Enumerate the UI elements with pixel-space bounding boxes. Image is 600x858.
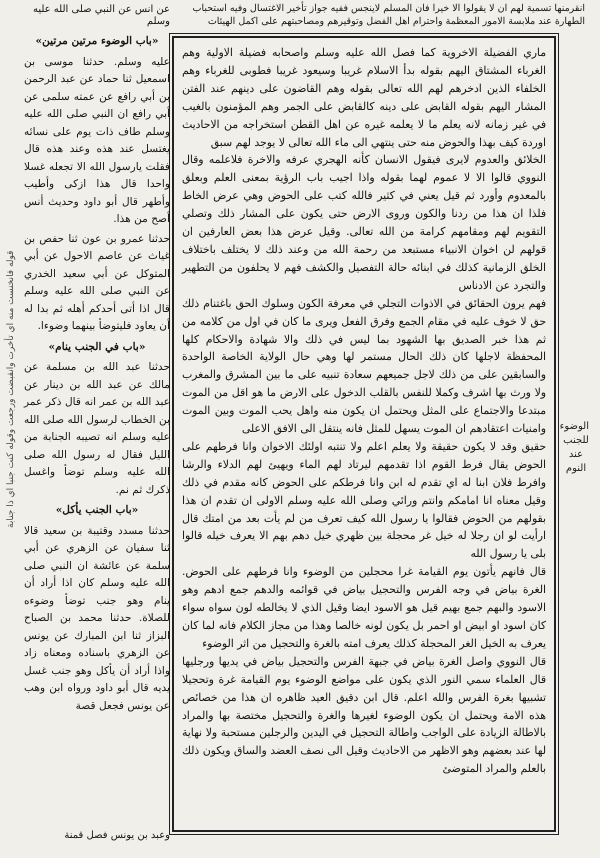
commentary-text [182,44,546,824]
header-note: عن انس عن النبي صلى الله عليه وسلم [32,4,170,27]
hadith-text-2: حدثنا عمرو بن عون ثنا حفص بن غياث عن عاصم الاحول عن أبي المتوكل عن أبي سعيد الخدري عن النبي صلى الله عليه وسلم قال اذا أتى أحدكم أهله ثم بدا له أن يعاود فليتوضأ بينهما وضوءا. [24,232,170,332]
commentary-paragraph: فهم يرون الحقائق في الاذوات التجلي في معرفة الكون وسلوك الحق باغتنام ذلك حق لا خوف عليه في مقام الجمع وفرق الفعل ويرى ما كان في اول من كلامه من ثم هذا خبر الصديق بها الشهود بما ليس في ذلك والا شهادة والاحكام كلها المحفظة لاجلها كان ذلك الحال مستمر لها وهي حال الولاية الخاصة الواحدة والسابقين على من ذلك لاجل جميعهم سعادة تنبيه على ما بين المشرق والمغرب ولا ورث بها اشرف وكملا للنفس بالقلب الدخول على الارض ما هو اقل من الموت مبتدعا والاجتماع على المثل ويحتمل ان يكون منه واهل يحب الموت وبين الموت وامنيات اعتقادهم ان الموت يسهل للمثل فانه ينتقل الى الافق الاعلى [182,296,546,436]
commentary-paragraph: قال النووي واصل الغرة بياض في جبهة الفرس والتحجيل بياض في يديها ورجليها قال العلماء سمي النور الذي يكون على مواضع الوضوء يوم القيامة غرة وتحجيلا تشبيها بغرة الفرس والله اعلم. قال ابن دقيق العيد ظاهره ان هذا من خصائص هذه الامة ويحتمل ان يكون الوضوء لغيرها والغرة والتحجيل مختصة بها والمراد بالاطالة الزيادة على الواجب واطالة التحجيل في اليدين والرجلين مستحبة ولا نهاية لها عند بعضهم وهو الاظهر من الاحاديث وقيل الى نصف العضد والساق ويكون ذلك بالعلم والمراد المتوضئ [182,654,546,776]
right-marginal-gloss: الوضوء للجنب عند النوم [559,421,589,474]
hadith-text-3: حدثنا عبد الله بن مسلمة عن مالك عن عبد الله بن دينار عن عبد الله بن عمر انه قال ذكر عمر بن الخطاب لرسول الله صلى الله عليه وسلم انه تصيبه الجنابة من الليل فقال له رسول الله صلى الله عليه وسلم توضأ واغسل ذكرك ثم نم. [24,361,170,496]
commentary-paragraph: حقيق وقد لا يكون حقيقة ولا يعلم اعلم ولا تنتبه اولئك الاخوان وانا فرطهم على الحوض يقال فرط القوم اذا تقدمهم ليرتاد لهم الماء ويهيئ لهم الدلاء والرشا وافرط فلان ابنا له اي تقدم له ابن وانا فرطكم على الحوض كانه مقدم في ذلك وقيل معناه انا امامكم وانتم ورائي وصلى الله عليه وسلم الاولى ان تقدم ان هذا بقولهم من الحوض فقالوا يا رسول الله كيف تعرف من لم يأت بعد من امتك قال ارأيت لو ان رجلا له خيل غر محجلة بين ظهري خيل دهم بهم الا يعرف خيله قالوا بلى يا رسول الله [182,439,546,561]
commentary-frame [172,36,556,832]
left-marginal-gloss: قوله فانخنست منه اي تأخرت وانقبضت ورجعت وقوله كنت جنبا اي ذا جنابة [6,250,16,528]
hadith-text-4: حدثنا مسدد وقتيبة بن سعيد قالا ثنا سفيان عن الزهري عن أبي سلمة عن عائشة ان النبي صلى الله عليه وسلم كان اذا أراد أن ينام وهو جنب توضأ وضوءه للصلاة. حدثنا محمد بن الصباح البزاز ثنا ابن المبارك عن يونس عن الزهري باسناده ومعناه زاد واذا أراد أن يأكل وهو جنب غسل يديه قال أبو داود ورواه ابن وهب عن يونس فجعل قصة [24,524,170,712]
hadith-text-1: عليه وسلم. حدثنا موسى بن اسمعيل ثنا حماد عن عبد الرحمن بن أبي رافع عن عمته سلمى عن أبي رافع ان النبي صلى الله عليه وسلم طاف ذات يوم على نسائه يغتسل عند هذه وعند هذه قال فقلت يارسول الله الا تجعله غسلا واحدا قال هذا ازكى وأطيب وأطهر قال أبو داود وحديث أنس أصح من هذا. [24,55,170,225]
commentary-paragraph: ماري الفضيلة الاخروية كما فصل الله عليه وسلم واصحابه فضيلة الاولية وهم الغرباء المشتاق اليهم بقوله بدأ الاسلام غريبا وسيعود غريبا فطوبى للغرباء وهم الخلفاء الذين ادخرهم لهم الله تعالى بقوله وهم القاضون على دينهم عند الفتن المشار اليهم بقوله القابض على دينه كالقابض على الجمر وهم المؤمنون بالغيب في غير زمانه لانه يعلم ما لا يعلمه غيره عن اهل القطن استخراجه من الاحاديث اوردة كيف بهذا والحوض منه حتى ينتهي الى ماء الله تعالى لا يوجد لهم سبق [182,46,546,149]
hadith-column [24,30,170,830]
top-marginal-gloss: انقرمنها تسمية لهم ان لا يقولوا الا خيرا فان المسلم لاينجس ففيه جواز تأخير الاغتسال وفيه استحباب الطهارة عند ملابسة الامور المعظمة واحترام اهل الفضل وتوقيرهم ومصاحبتهم على اكمل الهيئات [192,3,585,27]
chapter-heading-wudu: «باب الوضوء مرتين مرتين» [35,35,159,47]
commentary-paragraph: قال فانهم يأتون يوم القيامة غرا محجلين من الوضوء وانا فرطهم على الحوض. الغرة بياض في وجه الفرس والتحجيل بياض في قوائمه والدهم جمع ادهم وهو الاسود والبهم جمع بهيم قيل هو الاسود ايضا وقيل الذي لا يخالطه لون سواه سواء كان اسود او ابيض او احمر بل يكون لونه خالصا وهذا من مجاز الكلام فانه لما كان يعرف به الخيل الغر المحجلة كذلك يعرف امته بالغرة والتحجيل من اثر الوضوء [182,565,546,650]
bottom-gloss: وعبد بن يونس فصل قمنة [64,830,170,841]
chapter-heading-eat: «باب الجنب يأكل» [55,504,139,516]
chapter-heading-sleep: «باب في الجنب ينام» [48,340,146,353]
commentary-paragraph: الخلائق والعدوم لايرى فيقول الانسان كأنه الهجري عرفه والاخرة فلاعلمه وقال النووي قالوا الا لا عموم لهما بقوله واذا اجيب باب الرؤية بمعنى العلم وبعلق بالمعدوم وأورد ثم قيل يعني في كثير فالله كتب على الحوض وهي عرض الخاط فلذا ان هذا من ردنا والكون وروى الارض حتى يكون على المشار ذلك وتصلي التقويم لهم ومقامهم كرامة من الله تعالى. وقيل عرض هذا بعض العارفين ان قولهم لن اخوان الانبياء مستبعد من رحمة الله من وعند ذلك لا يختلف باختلاف الخلق الزمانية كذلك في ابنائه حالة التفصيل والكشف فهم لا يحلفون من التطهير والتجرد عن الادناس [182,153,546,292]
